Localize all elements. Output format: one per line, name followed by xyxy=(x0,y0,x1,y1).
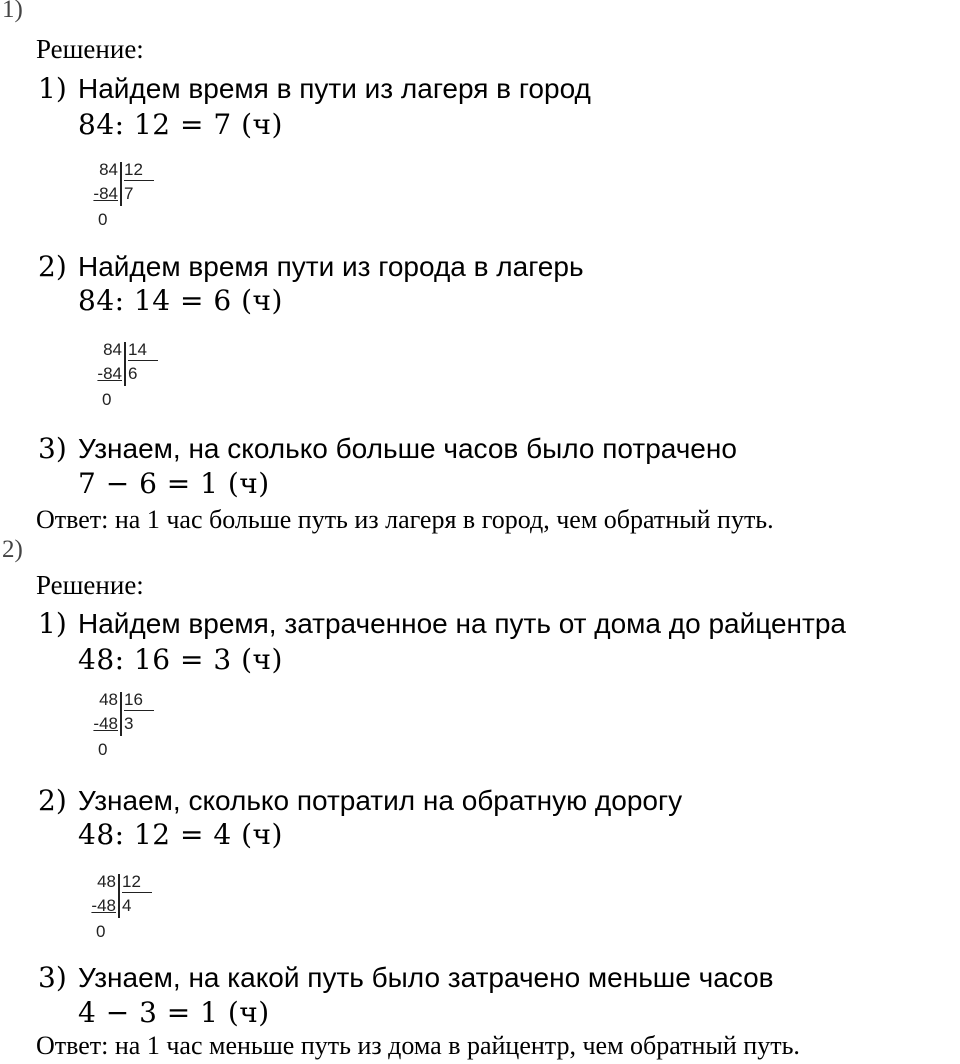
quotient: 7 xyxy=(124,184,134,203)
part-1-step-3 xyxy=(38,432,737,465)
remainder: 0 xyxy=(98,210,108,229)
part-2-label: 2) xyxy=(2,536,23,563)
quotient: 3 xyxy=(124,714,134,733)
part-1-step-2-long-division xyxy=(88,340,168,412)
dividend: 84 xyxy=(99,160,118,179)
subtrahend: -48 xyxy=(91,896,116,915)
step-text: Узнаем, сколько потратил на обратную дорогу xyxy=(78,785,683,816)
part-1-step-1 xyxy=(38,72,591,105)
part-2-step-3 xyxy=(38,961,774,994)
quotient: 6 xyxy=(128,364,138,383)
division-line xyxy=(118,874,120,918)
dividend: 48 xyxy=(99,690,118,709)
divisor: 14 xyxy=(128,340,158,361)
part-1-step-1-long-division xyxy=(84,160,164,232)
part-2-step-1-long-division xyxy=(84,690,164,762)
part-1-step-2-equation: 84: 14 = 6 (ч) xyxy=(78,284,283,317)
part-1-step-3-equation: 7 − 6 = 1 (ч) xyxy=(78,467,270,500)
step-number: 3) xyxy=(38,961,67,994)
dividend: 84 xyxy=(103,340,122,359)
part-1-label: 1) xyxy=(2,0,23,23)
part-2-step-2-equation: 48: 12 = 4 (ч) xyxy=(78,818,283,851)
part-2-step-2 xyxy=(38,784,682,817)
dividend: 48 xyxy=(97,872,116,891)
step-text: Найдем время пути из города в лагерь xyxy=(78,251,584,282)
division-line xyxy=(124,342,126,386)
divisor: 12 xyxy=(124,160,154,181)
remainder: 0 xyxy=(98,740,108,759)
divisor: 12 xyxy=(122,872,152,893)
division-line xyxy=(120,692,122,736)
part-2-solution-label: Решение: xyxy=(36,570,144,600)
part-1-answer: Ответ: на 1 час больше путь из лагеря в город, чем обратный путь. xyxy=(36,505,774,534)
part-1-step-2 xyxy=(38,250,584,283)
step-number: 1) xyxy=(38,72,67,105)
part-2-step-1 xyxy=(38,607,846,640)
step-number: 3) xyxy=(38,432,67,465)
step-text: Узнаем, на сколько больше часов было потрачено xyxy=(78,433,737,464)
step-number: 2) xyxy=(38,250,67,283)
part-2-answer: Ответ: на 1 час меньше путь из дома в райцентр, чем обратный путь. xyxy=(36,1031,800,1060)
subtrahend: -48 xyxy=(93,714,118,733)
remainder: 0 xyxy=(102,390,112,409)
part-2-step-3-equation: 4 − 3 = 1 (ч) xyxy=(78,996,270,1029)
step-text: Узнаем, на какой путь было затрачено меньше часов xyxy=(78,962,774,993)
subtrahend: -84 xyxy=(97,364,122,383)
step-text: Найдем время, затраченное на путь от дома до райцентра xyxy=(78,608,846,639)
part-1-solution-label: Решение: xyxy=(36,34,144,64)
subtrahend: -84 xyxy=(93,184,118,203)
step-text: Найдем время в пути из лагеря в город xyxy=(78,73,591,104)
remainder: 0 xyxy=(96,922,106,941)
part-2-step-2-long-division xyxy=(82,872,162,944)
step-number: 1) xyxy=(38,607,67,640)
part-1-step-1-equation: 84: 12 = 7 (ч) xyxy=(78,108,283,141)
division-line xyxy=(120,162,122,206)
step-number: 2) xyxy=(38,784,67,817)
quotient: 4 xyxy=(122,896,132,915)
divisor: 16 xyxy=(124,690,154,711)
part-2-step-1-equation: 48: 16 = 3 (ч) xyxy=(78,643,283,676)
